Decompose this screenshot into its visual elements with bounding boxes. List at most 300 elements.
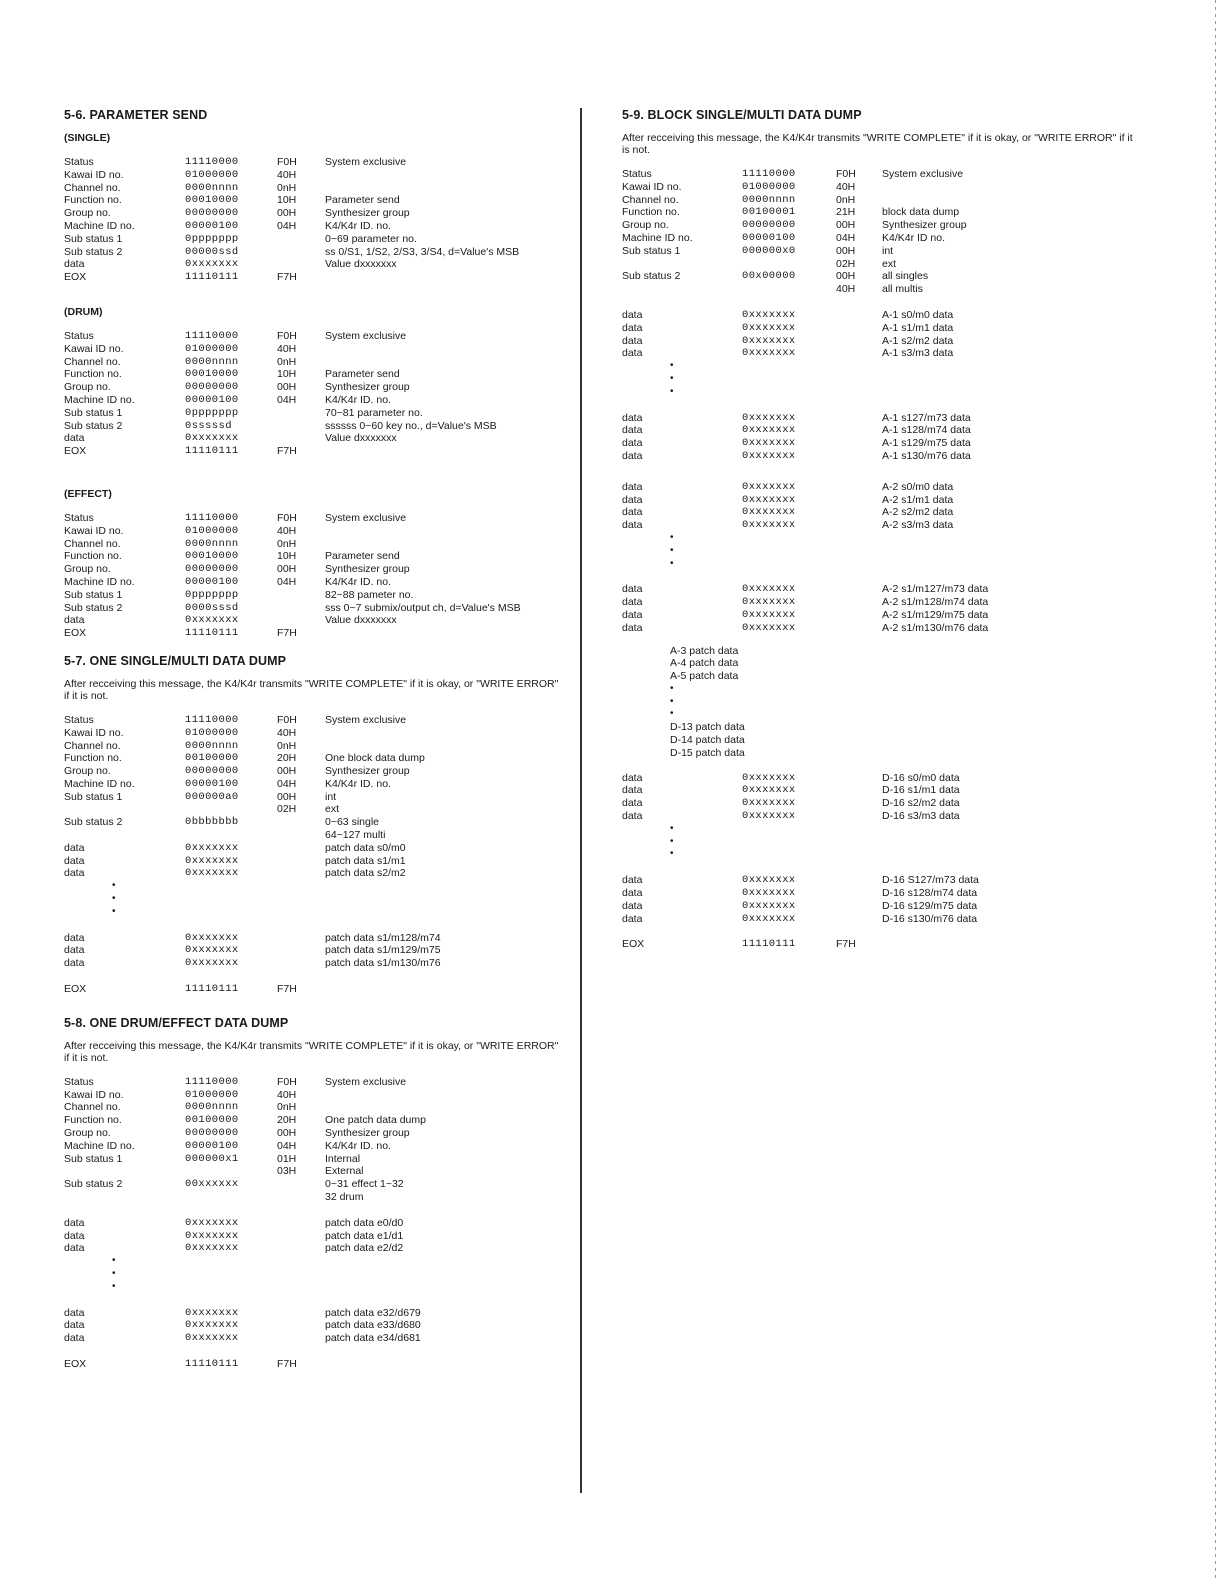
message-row [64, 614, 521, 627]
hex-value: 04H [277, 393, 297, 406]
section-5-7 [64, 654, 564, 996]
description: A-1 s128/m74 data [882, 424, 971, 437]
bit-pattern: 00000100 [742, 231, 796, 244]
hex-value: F7H [277, 445, 297, 458]
message-row [64, 1076, 426, 1089]
field-name: Group no. [64, 207, 111, 220]
bit-pattern: 0xxxxxxx [742, 912, 796, 925]
message-row [64, 1089, 426, 1102]
field-name: data [64, 1319, 85, 1332]
subsection-label: (EFFECT) [64, 487, 112, 500]
description: patch data e34/d681 [325, 1332, 421, 1345]
message-row [64, 867, 425, 880]
description: 64~127 multi [325, 829, 386, 842]
hex-value: 00H [836, 244, 856, 257]
field-name: data [622, 797, 643, 810]
subsection-label: (SINGLE) [64, 132, 111, 144]
description: patch data s0/m0 [325, 841, 406, 854]
field-name: data [622, 506, 643, 519]
message-row [64, 1127, 426, 1140]
bit-pattern: 0bbbbbbb [185, 816, 239, 829]
hex-value [836, 309, 882, 322]
bit-pattern: 01000000 [185, 726, 239, 739]
message-row [64, 983, 325, 996]
message-row [622, 938, 882, 951]
message-row [64, 233, 519, 246]
message-row [64, 550, 521, 563]
description: patch data s1/m128/m74 [325, 931, 441, 944]
message-table [622, 168, 967, 296]
field-name: Function no. [64, 752, 122, 765]
bit-pattern: 0xxxxxxx [742, 899, 796, 912]
message-row [64, 512, 521, 525]
bit-pattern: 0000nnnn [185, 739, 239, 752]
bit-pattern: 0xxxxxxx [742, 784, 796, 797]
field-name: Sub status 2 [64, 245, 123, 258]
field-name: Function no. [64, 1114, 122, 1127]
description: System exclusive [325, 329, 407, 342]
field-name [64, 1165, 185, 1178]
field-name: data [64, 854, 85, 867]
description [882, 181, 967, 194]
message-row [64, 194, 519, 207]
field-name: data [64, 867, 85, 880]
hex-value: 40H [277, 524, 297, 537]
message-row [622, 810, 960, 823]
bit-pattern: 00000000 [185, 563, 239, 576]
description: patch data s1/m130/m76 [325, 957, 441, 970]
message-row [622, 309, 953, 322]
bit-pattern: 0ppppppp [185, 232, 239, 245]
bit-pattern: 0xxxxxxx [742, 583, 796, 596]
bit-pattern: 0xxxxxxx [185, 1306, 239, 1319]
message-row [64, 1230, 403, 1243]
hex-value: 21H [836, 206, 856, 219]
message-row [64, 563, 521, 576]
field-name: data [622, 583, 643, 596]
patch-list-item: A-4 patch data [670, 657, 739, 670]
bit-pattern: 0xxxxxxx [742, 874, 796, 887]
description: A-2 s1/m130/m76 data [882, 621, 989, 634]
description [325, 525, 521, 538]
bit-pattern: 0xxxxxxx [742, 334, 796, 347]
left-column [64, 108, 564, 1371]
message-row [622, 168, 967, 181]
description: A-2 s1/m129/m75 data [882, 608, 989, 621]
message-row [64, 1101, 426, 1114]
bit-pattern: 0xxxxxxx [742, 308, 796, 321]
message-row [622, 622, 988, 635]
description: A-2 s0/m0 data [882, 480, 954, 493]
hex-value [277, 420, 325, 433]
message-row [622, 245, 967, 258]
message-row [622, 583, 988, 596]
field-name: Sub status 2 [64, 1178, 123, 1191]
hex-value: 0nH [277, 355, 297, 368]
field-name: Sub status 2 [64, 601, 123, 614]
message-row [64, 271, 519, 284]
bit-pattern [185, 1165, 277, 1178]
hex-value: 00H [277, 1127, 297, 1140]
hex-value: F0H [277, 511, 297, 524]
bit-pattern [185, 803, 277, 816]
message-row [64, 343, 497, 356]
message-row [622, 258, 967, 271]
field-name: EOX [64, 271, 87, 284]
message-row [622, 347, 953, 360]
hex-value [277, 602, 325, 615]
message-row [64, 156, 519, 169]
hex-value [277, 957, 325, 970]
bit-pattern: 0xxxxxxx [185, 841, 239, 854]
subsection-single [64, 132, 564, 284]
description: One patch data dump [325, 1114, 426, 1127]
ellipsis-dots: • • • [112, 1255, 116, 1292]
hex-value: 0nH [277, 1101, 297, 1114]
description [325, 1101, 426, 1114]
hex-value: 00H [836, 270, 856, 283]
message-row [64, 778, 425, 791]
ellipsis-dots: • • • [670, 360, 674, 397]
hex-value [277, 944, 325, 957]
right-column [622, 108, 1142, 951]
field-name: Sub status 1 [64, 1152, 123, 1165]
description: sss 0~7 submix/output ch, d=Value's MSB [325, 601, 521, 614]
description: Value dxxxxxxx [325, 614, 397, 627]
hex-value [277, 407, 325, 420]
message-row [622, 424, 971, 437]
page-edge [1215, 0, 1216, 1580]
field-name: Group no. [64, 1127, 111, 1140]
hex-value: 40H [277, 168, 297, 181]
bit-pattern: 0000nnnn [185, 1101, 239, 1114]
bit-pattern: 0xxxxxxx [185, 258, 239, 271]
hex-value: F7H [277, 1357, 297, 1370]
message-table [64, 714, 425, 880]
section-intro: After recceiving this message, the K4/K4r transmits "WRITE COMPLETE" if it is okay, or "WRITE ERROR" if it is not. [622, 132, 1133, 156]
message-row [64, 829, 425, 842]
hex-value [277, 589, 325, 602]
description: Internal [325, 1152, 361, 1165]
hex-value [277, 258, 325, 271]
column-divider [580, 108, 582, 1493]
message-table [622, 583, 988, 634]
message-row [622, 609, 988, 622]
field-name: Status [64, 511, 94, 524]
description: A-2 s2/m2 data [882, 506, 954, 519]
description: ssssss 0~60 key no., d=Value's MSB [325, 419, 497, 432]
hex-value: 00H [836, 219, 856, 232]
field-name: EOX [64, 445, 87, 458]
bit-pattern: 0xxxxxxx [742, 480, 796, 493]
field-name: data [64, 614, 85, 627]
eox-row-table [64, 1358, 325, 1371]
hex-value [836, 609, 882, 622]
field-name: Function no. [622, 206, 680, 219]
message-table [64, 156, 519, 284]
hex-value: F0H [836, 168, 856, 180]
field-name: Channel no. [64, 537, 121, 550]
hex-value [277, 932, 325, 945]
hex-value: 04H [277, 777, 297, 790]
field-name: Kawai ID no. [64, 524, 124, 537]
field-name: data [622, 347, 643, 360]
message-row [64, 627, 521, 640]
hex-value: 40H [277, 342, 297, 355]
field-name: Sub status 2 [64, 419, 123, 432]
field-name: Channel no. [64, 181, 121, 194]
field-name: Channel no. [622, 193, 679, 206]
message-row [64, 765, 425, 778]
description [325, 182, 519, 195]
field-name: data [64, 432, 85, 445]
description: K4/K4r ID no. [882, 231, 946, 244]
field-name: Group no. [622, 219, 669, 232]
hex-value [836, 424, 882, 437]
hex-value [277, 867, 325, 880]
hex-value [836, 506, 882, 519]
field-name: EOX [64, 983, 87, 996]
description: block data dump [882, 206, 960, 219]
message-row [64, 842, 425, 855]
field-name [64, 829, 185, 842]
section-title: 5-7. ONE SINGLE/MULTI DATA DUMP [64, 653, 287, 668]
message-row [64, 714, 425, 727]
message-table [622, 772, 960, 823]
field-name: Function no. [64, 550, 122, 563]
message-row [64, 1153, 426, 1166]
bit-pattern [185, 1191, 277, 1204]
description: A-2 s3/m3 data [882, 519, 954, 532]
description: D-16 S127/m73 data [882, 874, 979, 887]
hex-value [836, 519, 882, 532]
subsection-effect [64, 488, 564, 640]
message-row [64, 944, 441, 957]
field-name: Machine ID no. [64, 1139, 135, 1152]
message-row [622, 596, 988, 609]
hex-value: 00H [277, 207, 297, 220]
hex-value [836, 784, 882, 797]
subsection-label: (DRUM) [64, 305, 103, 318]
description: Parameter send [325, 550, 400, 563]
hex-value: 00H [277, 790, 297, 803]
hex-value: 40H [277, 1088, 297, 1101]
description: ext [882, 257, 897, 270]
message-row [64, 182, 519, 195]
description: A-1 s1/m1 data [882, 321, 954, 334]
bit-pattern: 11110111 [742, 938, 796, 951]
bit-pattern: 00x00000 [742, 270, 796, 283]
description: Synthesizer group [325, 765, 410, 778]
message-table [64, 932, 441, 970]
hex-value [277, 1178, 325, 1191]
field-name: EOX [64, 1357, 87, 1370]
field-name: data [622, 519, 643, 532]
field-name: Status [64, 1075, 94, 1088]
bit-pattern: 0xxxxxxx [185, 1242, 239, 1255]
description: Synthesizer group [325, 207, 410, 220]
hex-value: 10H [277, 550, 297, 563]
message-row [622, 412, 971, 425]
hex-value [277, 1191, 325, 1204]
description: all multis [882, 283, 923, 296]
field-name: Status [64, 156, 94, 168]
field-name: EOX [64, 627, 87, 640]
bit-pattern: 0xxxxxxx [742, 347, 796, 360]
field-name: data [64, 944, 85, 957]
field-name: data [622, 771, 643, 784]
field-name: Channel no. [64, 355, 121, 368]
hex-value [836, 335, 882, 348]
hex-value [277, 855, 325, 868]
field-name: Status [64, 329, 94, 342]
message-row [64, 368, 497, 381]
bit-pattern: 0xxxxxxx [742, 519, 796, 532]
bit-pattern: 0xxxxxxx [185, 944, 239, 957]
bit-pattern: 0ppppppp [185, 406, 239, 419]
field-name: Group no. [64, 381, 111, 394]
description: D-16 s3/m3 data [882, 810, 960, 823]
description: K4/K4r ID. no. [325, 219, 391, 232]
message-table [64, 1307, 421, 1345]
description: D-16 s128/m74 data [882, 887, 978, 900]
bit-pattern: 00010000 [185, 550, 239, 563]
hex-value [277, 1230, 325, 1243]
hex-value: F7H [277, 983, 297, 996]
bit-pattern [742, 258, 836, 271]
bit-pattern: 11110000 [185, 713, 239, 726]
hex-value [836, 772, 882, 785]
field-name [622, 283, 742, 296]
bit-pattern: 0000nnnn [742, 193, 796, 206]
bit-pattern: 0xxxxxxx [742, 411, 796, 424]
description [325, 538, 521, 551]
description: 82~88 pameter no. [325, 588, 414, 601]
hex-value: F0H [277, 1075, 297, 1088]
message-row [622, 797, 960, 810]
bit-pattern: 11110000 [185, 511, 239, 524]
description: K4/K4r ID. no. [325, 575, 391, 588]
message-row [64, 1114, 426, 1127]
field-name: data [622, 887, 643, 900]
message-row [622, 784, 960, 797]
description: A-1 s130/m76 data [882, 449, 971, 462]
hex-value [277, 1332, 325, 1345]
message-row [622, 232, 967, 245]
description [325, 727, 425, 740]
hex-value: 20H [277, 752, 297, 765]
bit-pattern: 0xxxxxxx [742, 424, 796, 437]
hex-value: 10H [277, 194, 297, 207]
section-5-8 [64, 1016, 564, 1371]
message-row [64, 791, 425, 804]
ellipsis-dots: • • • [670, 822, 674, 860]
hex-value [836, 622, 882, 635]
field-name: Machine ID no. [64, 575, 135, 588]
message-row [64, 932, 441, 945]
bit-pattern: 0000nnnn [185, 355, 239, 368]
bit-pattern: 00000000 [185, 207, 239, 220]
description [325, 271, 519, 284]
patch-list-item: A-3 patch data [670, 644, 739, 657]
message-row [64, 1358, 325, 1371]
hex-value [836, 494, 882, 507]
hex-value [836, 322, 882, 335]
description: System exclusive [325, 1075, 407, 1088]
description: 70~81 parameter no. [325, 406, 423, 419]
description: Synthesizer group [325, 381, 410, 394]
hex-value: 40H [836, 283, 856, 296]
description: ext [325, 803, 340, 816]
message-row [64, 169, 519, 182]
bit-pattern: 11110111 [185, 983, 239, 996]
field-name [64, 1191, 185, 1204]
description: Value dxxxxxxx [325, 258, 397, 271]
field-name: Kawai ID no. [64, 1088, 124, 1101]
description: int [882, 244, 894, 257]
bit-pattern: 0xxxxxxx [742, 608, 796, 621]
description: Synthesizer group [325, 1127, 410, 1140]
hex-value: 00H [277, 381, 297, 394]
section-intro: After recceiving this message, the K4/K4r transmits "WRITE COMPLETE" if it is okay, or "WRITE ERROR" if it is not. [64, 1039, 559, 1064]
message-row [64, 1191, 426, 1204]
hex-value [277, 1307, 325, 1320]
description: System exclusive [325, 713, 407, 726]
hex-value [836, 481, 882, 494]
field-name: data [622, 321, 643, 334]
description: patch data e2/d2 [325, 1242, 404, 1255]
hex-value [277, 829, 325, 842]
section-title: 5-9. BLOCK SINGLE/MULTI DATA DUMP [622, 108, 862, 122]
message-row [622, 194, 967, 207]
field-name: data [622, 411, 643, 424]
description: One block data dump [325, 752, 425, 765]
message-row [64, 220, 519, 233]
message-row [64, 330, 497, 343]
bit-pattern: 00100000 [185, 1114, 239, 1127]
description: A-2 s1/m127/m73 data [882, 583, 989, 596]
description: patch data e33/d680 [325, 1319, 421, 1332]
message-table [64, 330, 497, 458]
description [325, 740, 425, 753]
bit-pattern: 0000sssd [185, 601, 239, 614]
field-name: data [64, 1216, 85, 1229]
field-name: data [622, 874, 643, 887]
hex-value [836, 347, 882, 360]
bit-pattern: 00100001 [742, 206, 796, 219]
subsection-drum [64, 306, 564, 458]
message-row [64, 803, 425, 816]
description: K4/K4r ID. no. [325, 1139, 391, 1152]
message-row [64, 1178, 426, 1191]
field-name: Kawai ID no. [622, 180, 682, 193]
message-row [622, 887, 979, 900]
hex-value: 03H [277, 1165, 297, 1178]
hex-value: F7H [836, 938, 856, 951]
message-row [622, 494, 953, 507]
field-name: Status [622, 168, 652, 180]
hex-value [277, 1217, 325, 1230]
field-name: Machine ID no. [622, 231, 693, 244]
message-row [64, 258, 519, 271]
description: 32 drum [325, 1191, 364, 1204]
bit-pattern: 0xxxxxxx [742, 493, 796, 506]
hex-value: 04H [836, 231, 856, 244]
message-row [622, 219, 967, 232]
description: Synthesizer group [882, 219, 967, 232]
bit-pattern: 11110111 [185, 1357, 239, 1370]
bit-pattern: 0xxxxxxx [185, 614, 239, 627]
